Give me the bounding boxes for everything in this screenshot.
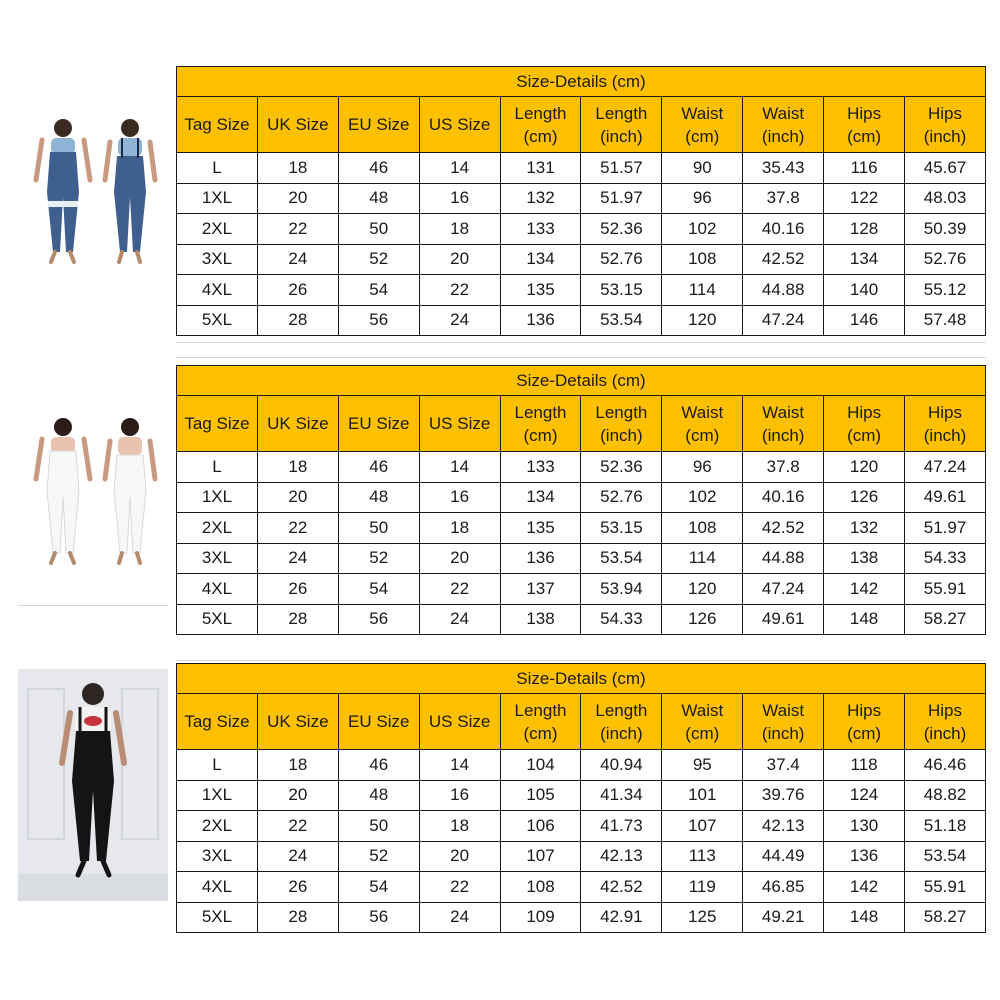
table-cell: 40.16 — [743, 214, 824, 245]
table-cell: 45.67 — [905, 153, 986, 184]
table-cell: 51.97 — [581, 183, 662, 214]
table-cell: 107 — [500, 841, 581, 872]
table-row — [177, 902, 986, 933]
column-header — [500, 694, 581, 750]
table-header-row — [177, 97, 986, 153]
table-cell: 125 — [662, 902, 743, 933]
column-header — [419, 396, 500, 452]
table-cell: 52.76 — [581, 244, 662, 275]
column-header — [500, 396, 581, 452]
table-cell: 46 — [338, 452, 419, 483]
table-cell: 47.24 — [743, 574, 824, 605]
table-cell: 22 — [257, 811, 338, 842]
column-header-line: UK Size — [267, 712, 329, 731]
table-cell: 53.94 — [581, 574, 662, 605]
table-row — [177, 543, 986, 574]
table-cell: 101 — [662, 780, 743, 811]
column-header — [662, 97, 743, 153]
table-cell: 5XL — [177, 305, 258, 336]
table-row — [177, 244, 986, 275]
table-cell: 55.12 — [905, 275, 986, 306]
column-header-line: US Size — [428, 115, 491, 134]
size-table — [176, 663, 986, 933]
table-cell: 56 — [338, 902, 419, 933]
table-cell: L — [177, 452, 258, 483]
table-cell: 22 — [419, 574, 500, 605]
table-cell: 146 — [824, 305, 905, 336]
divider — [176, 357, 986, 358]
column-header-line: Length — [595, 402, 648, 422]
table-row — [177, 574, 986, 605]
table-cell: 14 — [419, 452, 500, 483]
table-cell: 96 — [662, 183, 743, 214]
table-cell: 52.76 — [581, 482, 662, 513]
table-cell: 41.73 — [581, 811, 662, 842]
table-cell: 3XL — [177, 543, 258, 574]
column-header-line: (inch) — [600, 723, 643, 743]
column-header-line: US Size — [428, 712, 491, 731]
table-cell: 42.13 — [743, 811, 824, 842]
column-header — [905, 694, 986, 750]
table-cell: 55.91 — [905, 574, 986, 605]
table-cell: 22 — [257, 214, 338, 245]
column-header-line: US Size — [428, 414, 491, 433]
table-cell: 20 — [257, 183, 338, 214]
table-cell: 136 — [500, 543, 581, 574]
column-header-line: Length — [595, 103, 648, 123]
table-cell: 2XL — [177, 811, 258, 842]
table-cell: 142 — [824, 574, 905, 605]
table-cell: 126 — [824, 482, 905, 513]
table-row — [177, 604, 986, 635]
table-cell: 148 — [824, 604, 905, 635]
table-cell: 44.49 — [743, 841, 824, 872]
table-cell: 18 — [257, 750, 338, 781]
table-cell: 108 — [500, 872, 581, 903]
table-cell: 14 — [419, 153, 500, 184]
table-row — [177, 153, 986, 184]
table-cell: 128 — [824, 214, 905, 245]
table-cell: 24 — [419, 305, 500, 336]
table-cell: 5XL — [177, 604, 258, 635]
table-cell: 35.43 — [743, 153, 824, 184]
table-cell: 24 — [257, 244, 338, 275]
table-cell: 130 — [824, 811, 905, 842]
column-header-line: (inch) — [923, 126, 967, 146]
column-header — [824, 396, 905, 452]
table-cell: 26 — [257, 872, 338, 903]
table-cell: 136 — [824, 841, 905, 872]
column-header — [177, 694, 258, 750]
table-row — [177, 811, 986, 842]
column-header — [905, 97, 986, 153]
column-header — [743, 97, 824, 153]
table-cell: 148 — [824, 902, 905, 933]
table-cell: 52.36 — [581, 452, 662, 483]
table-cell: 18 — [419, 513, 500, 544]
column-header-line: Hips — [928, 402, 963, 422]
table-row — [177, 305, 986, 336]
table-cell: 137 — [500, 574, 581, 605]
table-cell: 22 — [257, 513, 338, 544]
table-cell: 90 — [662, 153, 743, 184]
column-header-line: UK Size — [267, 115, 329, 134]
table-cell: 52.36 — [581, 214, 662, 245]
table-cell: 3XL — [177, 841, 258, 872]
table-cell: 54.33 — [581, 604, 662, 635]
table-title: Size-Details (cm) — [177, 67, 986, 97]
table-cell: 95 — [662, 750, 743, 781]
table-cell: 2XL — [177, 214, 258, 245]
table-cell: 132 — [500, 183, 581, 214]
table-cell: 54.33 — [905, 543, 986, 574]
table-cell: 20 — [257, 780, 338, 811]
table-cell: 46 — [338, 153, 419, 184]
table-cell: 42.52 — [581, 872, 662, 903]
column-header-line: Waist — [762, 700, 805, 720]
table-cell: 54 — [338, 275, 419, 306]
table-cell: 53.54 — [905, 841, 986, 872]
table-title: Size-Details (cm) — [177, 366, 986, 396]
column-header — [177, 97, 258, 153]
table-cell: 102 — [662, 214, 743, 245]
table-cell: 58.27 — [905, 902, 986, 933]
table-cell: 105 — [500, 780, 581, 811]
table-cell: 37.4 — [743, 750, 824, 781]
table-cell: 3XL — [177, 244, 258, 275]
table-cell: 48 — [338, 482, 419, 513]
table-cell: 104 — [500, 750, 581, 781]
table-cell: 1XL — [177, 183, 258, 214]
column-header-line: (cm) — [685, 126, 720, 146]
table-cell: 116 — [824, 153, 905, 184]
table-title: Size-Details (cm) — [177, 664, 986, 694]
table-cell: 96 — [662, 452, 743, 483]
table-cell: 52.76 — [905, 244, 986, 275]
table-cell: 126 — [662, 604, 743, 635]
column-header-line: Waist — [762, 402, 805, 422]
divider — [176, 660, 986, 661]
table-cell: L — [177, 750, 258, 781]
table-cell: 40.94 — [581, 750, 662, 781]
table-row — [177, 513, 986, 544]
column-header-line: EU Size — [348, 712, 410, 731]
table-cell: 134 — [500, 244, 581, 275]
column-header — [338, 694, 419, 750]
divider — [176, 342, 986, 343]
table-cell: 114 — [662, 543, 743, 574]
column-header — [338, 97, 419, 153]
table-cell: 44.88 — [743, 275, 824, 306]
table-row — [177, 214, 986, 245]
column-header-line: Waist — [681, 402, 724, 422]
column-header-line: (inch) — [600, 425, 643, 445]
column-header-line: (inch) — [600, 126, 643, 146]
table-cell: 135 — [500, 513, 581, 544]
table-cell: 24 — [419, 902, 500, 933]
table-cell: 53.54 — [581, 305, 662, 336]
table-cell: 1XL — [177, 482, 258, 513]
table-cell: 26 — [257, 275, 338, 306]
column-header-line: Tag Size — [184, 414, 250, 433]
model-photo-icon — [18, 106, 168, 306]
table-cell: 20 — [419, 841, 500, 872]
column-header-line: EU Size — [348, 414, 410, 433]
column-header — [824, 694, 905, 750]
column-header-line: (inch) — [923, 723, 967, 743]
table-cell: 113 — [662, 841, 743, 872]
table-cell: 53.15 — [581, 275, 662, 306]
table-cell: 109 — [500, 902, 581, 933]
table-cell: 50 — [338, 513, 419, 544]
table-cell: 49.61 — [743, 604, 824, 635]
column-header — [824, 97, 905, 153]
table-cell: 16 — [419, 482, 500, 513]
table-cell: 51.57 — [581, 153, 662, 184]
column-header-line: Hips — [847, 700, 882, 720]
table-cell: 44.88 — [743, 543, 824, 574]
table-cell: 1XL — [177, 780, 258, 811]
table-row — [177, 482, 986, 513]
table-header-row — [177, 396, 986, 452]
table-cell: 46.46 — [905, 750, 986, 781]
column-header-line: Tag Size — [184, 115, 250, 134]
column-header-line: (cm) — [523, 126, 558, 146]
table-cell: 42.13 — [581, 841, 662, 872]
column-header-line: (cm) — [523, 723, 558, 743]
table-cell: 2XL — [177, 513, 258, 544]
table-cell: 20 — [419, 244, 500, 275]
column-header — [257, 694, 338, 750]
table-cell: 107 — [662, 811, 743, 842]
table-row — [177, 183, 986, 214]
table-cell: 24 — [419, 604, 500, 635]
table-cell: 106 — [500, 811, 581, 842]
product-photo — [18, 405, 168, 606]
table-cell: 16 — [419, 780, 500, 811]
table-cell: 135 — [500, 275, 581, 306]
table-cell: 131 — [500, 153, 581, 184]
table-cell: 49.61 — [905, 482, 986, 513]
table-cell: 102 — [662, 482, 743, 513]
table-row — [177, 750, 986, 781]
column-header — [662, 694, 743, 750]
table-cell: 41.34 — [581, 780, 662, 811]
table-cell: 4XL — [177, 275, 258, 306]
column-header — [257, 97, 338, 153]
product-photo — [18, 106, 168, 306]
column-header-line: (inch) — [761, 126, 805, 146]
table-cell: 49.21 — [743, 902, 824, 933]
column-header-line: (inch) — [761, 425, 805, 445]
table-cell: 119 — [662, 872, 743, 903]
table-cell: 133 — [500, 214, 581, 245]
table-row — [177, 841, 986, 872]
table-cell: 50.39 — [905, 214, 986, 245]
column-header-line: Waist — [681, 103, 724, 123]
column-header-line: Length — [514, 103, 567, 123]
table-cell: 53.15 — [581, 513, 662, 544]
table-cell: 48.03 — [905, 183, 986, 214]
table-cell: 118 — [824, 750, 905, 781]
table-cell: 28 — [257, 902, 338, 933]
column-header — [419, 97, 500, 153]
table-cell: 140 — [824, 275, 905, 306]
column-header-line: Waist — [762, 103, 805, 123]
table-cell: 28 — [257, 305, 338, 336]
table-cell: 52 — [338, 244, 419, 275]
table-cell: 57.48 — [905, 305, 986, 336]
table-cell: 28 — [257, 604, 338, 635]
column-header-line: (inch) — [761, 723, 805, 743]
table-cell: 48 — [338, 780, 419, 811]
table-cell: 37.8 — [743, 452, 824, 483]
table-cell: 37.8 — [743, 183, 824, 214]
table-cell: 48 — [338, 183, 419, 214]
table-cell: 134 — [824, 244, 905, 275]
table-cell: 39.76 — [743, 780, 824, 811]
table-row — [177, 780, 986, 811]
table-cell: 52 — [338, 543, 419, 574]
table-cell: L — [177, 153, 258, 184]
column-header — [419, 694, 500, 750]
table-cell: 40.16 — [743, 482, 824, 513]
column-header-line: (cm) — [685, 425, 720, 445]
table-cell: 51.97 — [905, 513, 986, 544]
column-header-line: Hips — [928, 700, 963, 720]
table-cell: 142 — [824, 872, 905, 903]
table-cell: 138 — [500, 604, 581, 635]
table-cell: 26 — [257, 574, 338, 605]
table-cell: 120 — [824, 452, 905, 483]
table-header-row — [177, 694, 986, 750]
column-header — [338, 396, 419, 452]
product-photo — [18, 669, 168, 901]
table-cell: 132 — [824, 513, 905, 544]
column-header-line: Tag Size — [184, 712, 250, 731]
column-header-line: Length — [514, 700, 567, 720]
table-cell: 56 — [338, 604, 419, 635]
table-cell: 134 — [500, 482, 581, 513]
table-cell: 51.18 — [905, 811, 986, 842]
table-cell: 18 — [257, 452, 338, 483]
column-header-line: (cm) — [685, 723, 720, 743]
column-header — [500, 97, 581, 153]
table-cell: 56 — [338, 305, 419, 336]
column-header-line: Hips — [928, 103, 963, 123]
column-header — [743, 396, 824, 452]
table-cell: 46.85 — [743, 872, 824, 903]
column-header-line: Hips — [847, 103, 882, 123]
column-header-line: UK Size — [267, 414, 329, 433]
column-header-line: (cm) — [847, 723, 882, 743]
table-cell: 24 — [257, 841, 338, 872]
table-cell: 47.24 — [743, 305, 824, 336]
table-row — [177, 872, 986, 903]
table-cell: 48.82 — [905, 780, 986, 811]
table-cell: 42.52 — [743, 513, 824, 544]
table-cell: 22 — [419, 872, 500, 903]
model-photo-icon — [18, 405, 168, 605]
column-header-line: (inch) — [923, 425, 967, 445]
column-header-line: (cm) — [523, 425, 558, 445]
table-row — [177, 275, 986, 306]
column-header — [581, 97, 662, 153]
table-cell: 58.27 — [905, 604, 986, 635]
table-cell: 18 — [419, 214, 500, 245]
table-cell: 138 — [824, 543, 905, 574]
table-cell: 24 — [257, 543, 338, 574]
column-header — [905, 396, 986, 452]
table-cell: 133 — [500, 452, 581, 483]
table-cell: 20 — [257, 482, 338, 513]
table-cell: 136 — [500, 305, 581, 336]
size-table — [176, 66, 986, 336]
table-row — [177, 452, 986, 483]
table-cell: 120 — [662, 305, 743, 336]
table-cell: 52 — [338, 841, 419, 872]
size-table — [176, 365, 986, 635]
column-header-line: (cm) — [847, 425, 882, 445]
column-header-line: Waist — [681, 700, 724, 720]
table-cell: 14 — [419, 750, 500, 781]
table-cell: 5XL — [177, 902, 258, 933]
column-header — [743, 694, 824, 750]
table-cell: 50 — [338, 811, 419, 842]
table-cell: 18 — [257, 153, 338, 184]
column-header — [177, 396, 258, 452]
column-header — [662, 396, 743, 452]
table-cell: 22 — [419, 275, 500, 306]
column-header-line: Length — [595, 700, 648, 720]
column-header-line: Length — [514, 402, 567, 422]
column-header — [581, 694, 662, 750]
table-cell: 54 — [338, 872, 419, 903]
table-cell: 108 — [662, 244, 743, 275]
table-cell: 108 — [662, 513, 743, 544]
table-cell: 47.24 — [905, 452, 986, 483]
table-cell: 16 — [419, 183, 500, 214]
column-header-line: (cm) — [847, 126, 882, 146]
table-cell: 53.54 — [581, 543, 662, 574]
table-cell: 18 — [419, 811, 500, 842]
table-cell: 4XL — [177, 574, 258, 605]
table-cell: 120 — [662, 574, 743, 605]
column-header-line: EU Size — [348, 115, 410, 134]
table-cell: 42.52 — [743, 244, 824, 275]
table-cell: 122 — [824, 183, 905, 214]
table-cell: 55.91 — [905, 872, 986, 903]
model-photo-icon — [18, 669, 168, 901]
column-header-line: Hips — [847, 402, 882, 422]
table-cell: 4XL — [177, 872, 258, 903]
table-cell: 114 — [662, 275, 743, 306]
column-header — [581, 396, 662, 452]
table-cell: 54 — [338, 574, 419, 605]
table-cell: 50 — [338, 214, 419, 245]
table-cell: 124 — [824, 780, 905, 811]
table-cell: 42.91 — [581, 902, 662, 933]
column-header — [257, 396, 338, 452]
table-cell: 46 — [338, 750, 419, 781]
table-cell: 20 — [419, 543, 500, 574]
